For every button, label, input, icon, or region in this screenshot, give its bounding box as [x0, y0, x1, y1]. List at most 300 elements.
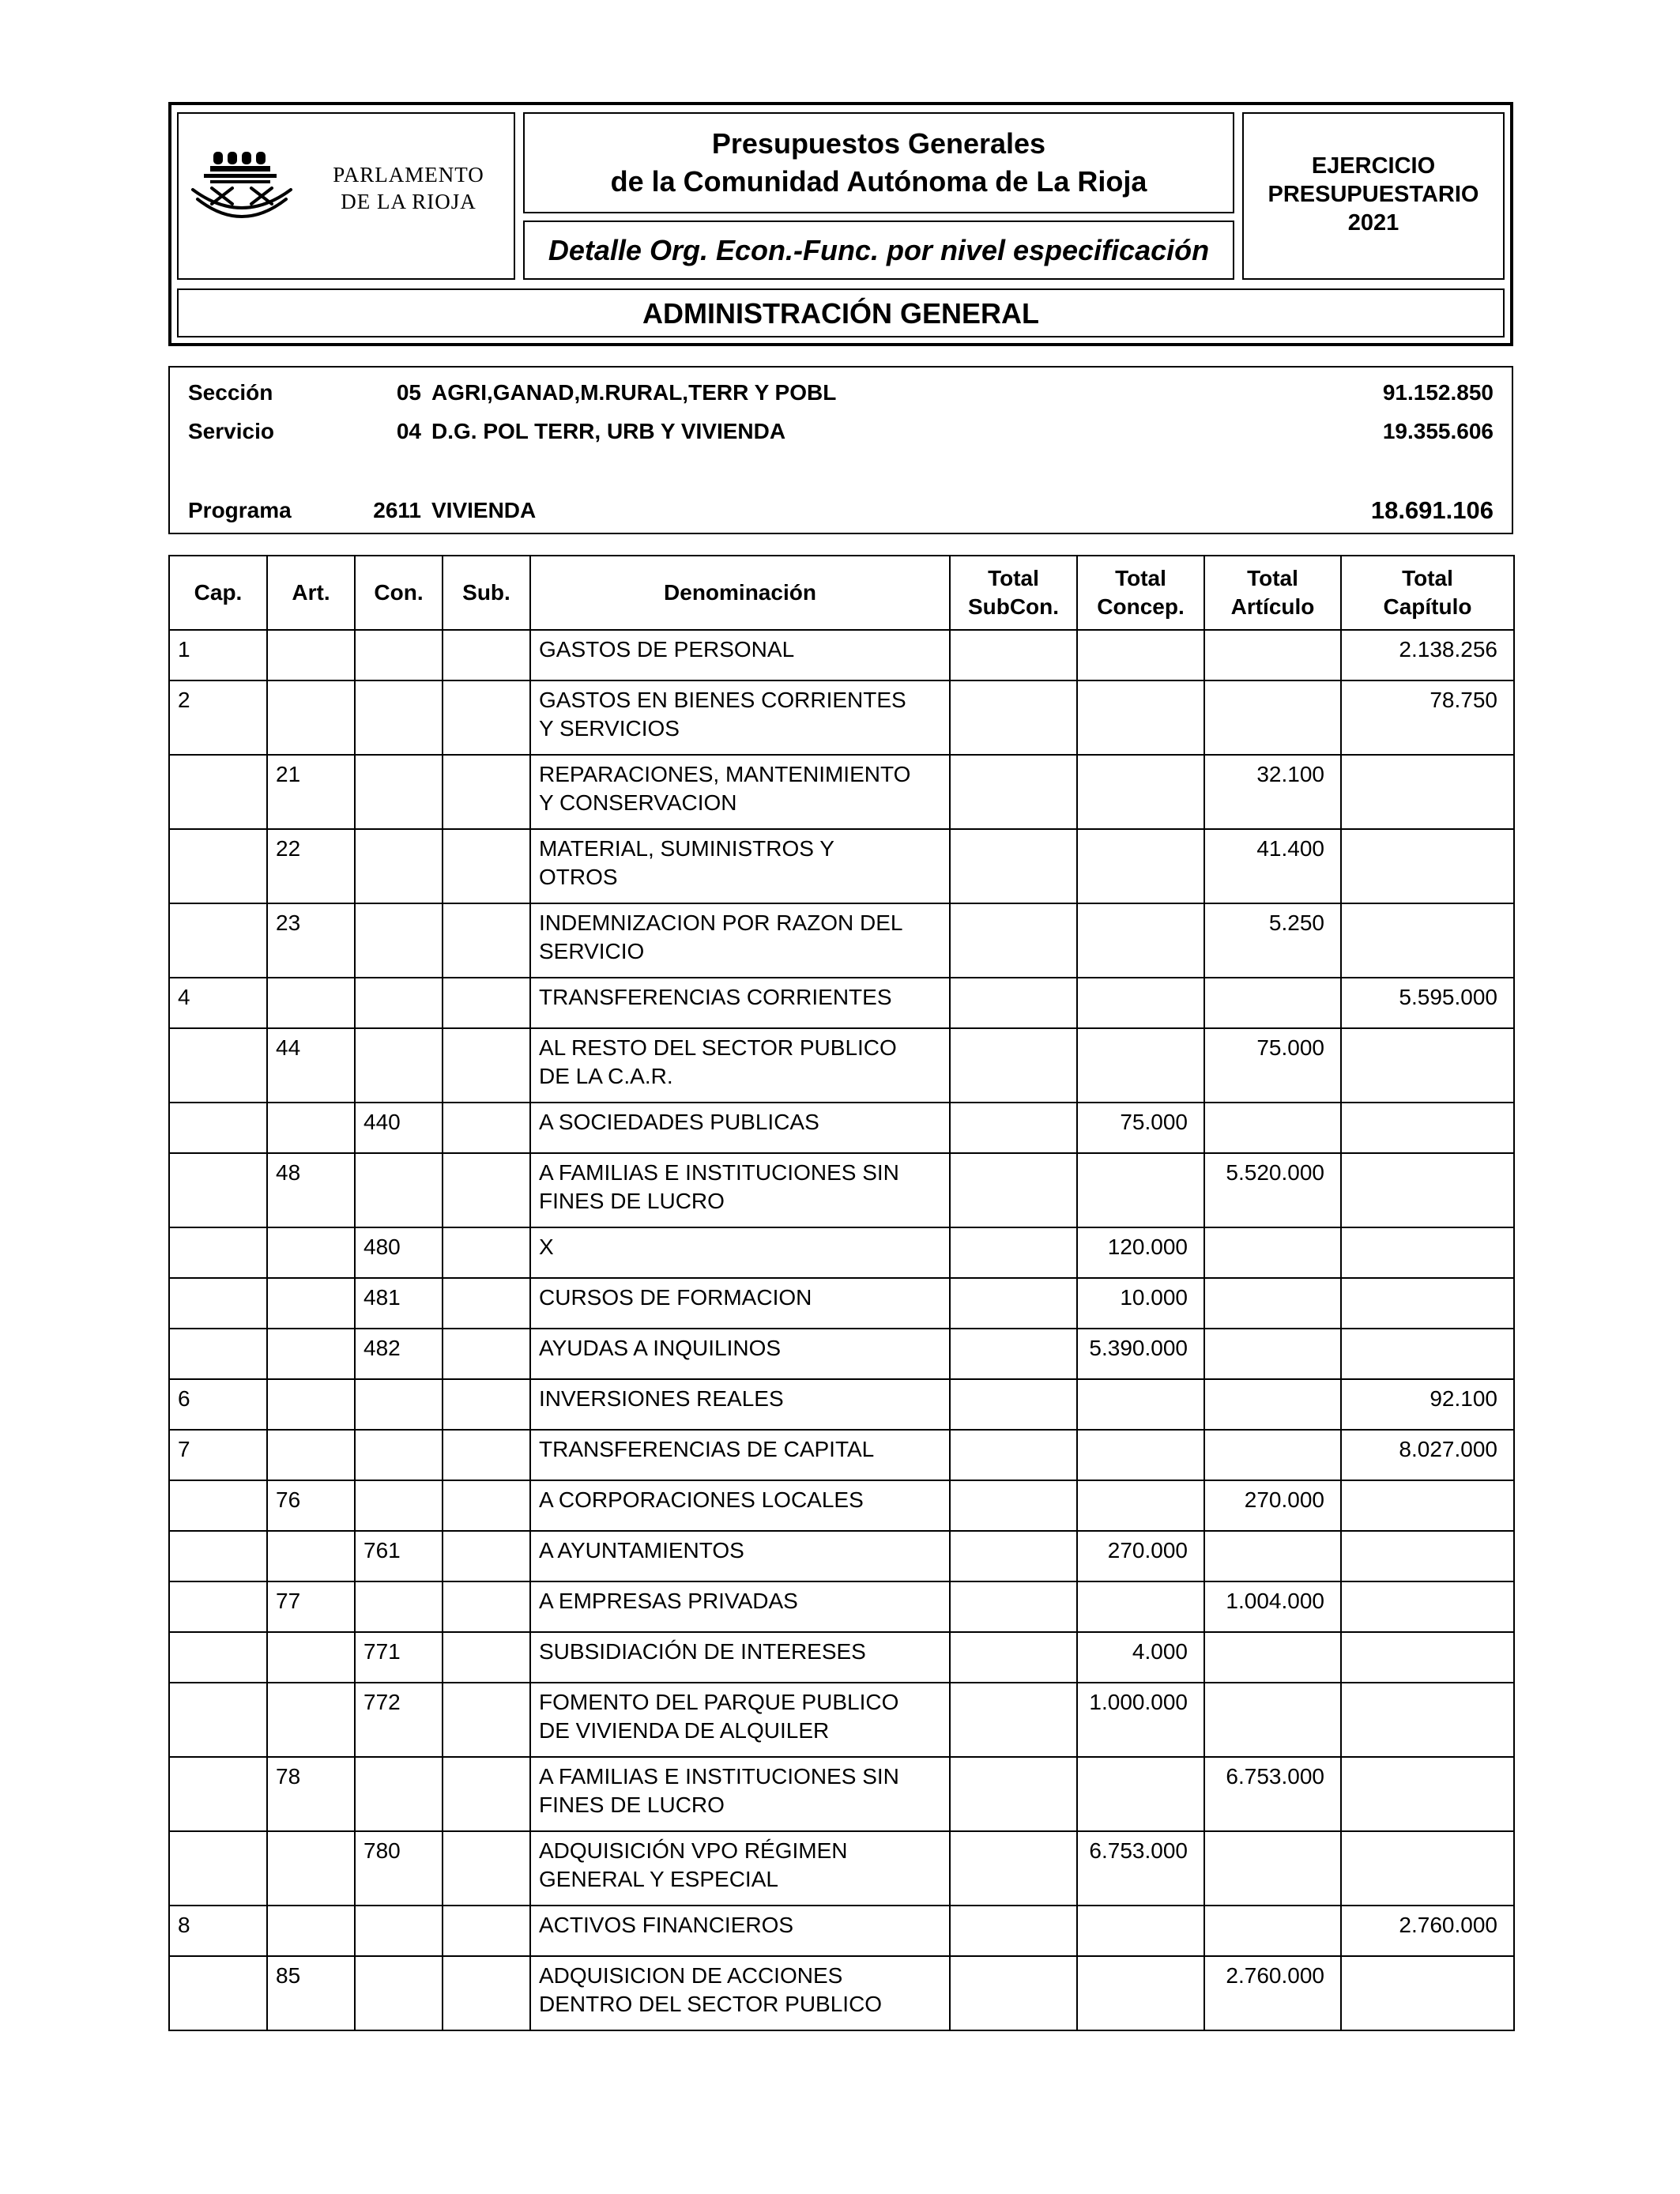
cell-total-articulo: [1204, 978, 1341, 1028]
cell-con: [355, 1379, 443, 1430]
cell-con: 772: [355, 1683, 443, 1757]
cell-total-concep: 5.390.000: [1077, 1329, 1204, 1379]
cell-sub: [443, 1430, 530, 1480]
cell-total-articulo: [1204, 1683, 1341, 1757]
cell-sub: [443, 1278, 530, 1329]
cell-total-concep: [1077, 903, 1204, 978]
table-header-row: [169, 556, 1514, 630]
cell-total-capitulo: 5.595.000: [1341, 978, 1514, 1028]
cell-total-concep: [1077, 1430, 1204, 1480]
cell-total-concep: 10.000: [1077, 1278, 1204, 1329]
cell-total-concep: 75.000: [1077, 1103, 1204, 1153]
cell-con: [355, 1028, 443, 1103]
header-line: SubCon.: [967, 594, 1060, 619]
cell-total-capitulo: [1341, 1028, 1514, 1103]
denominacion-line: TRANSFERENCIAS CORRIENTES: [539, 985, 892, 1009]
cell-sub: [443, 978, 530, 1028]
parliament-name: [310, 161, 507, 215]
info-row-servicio: [168, 416, 1513, 447]
table-row: [169, 1632, 1514, 1683]
table-row: [169, 755, 1514, 829]
cell-cap: 2: [169, 680, 267, 755]
budget-table-body: [169, 630, 1514, 2030]
cell-total-concep: [1077, 1956, 1204, 2030]
cell-sub: [443, 1153, 530, 1227]
denominacion-line: DE VIVIENDA DE ALQUILER: [539, 1718, 830, 1743]
cell-denominacion: [530, 903, 950, 978]
cell-cap: [169, 1581, 267, 1632]
cell-art: [267, 1906, 355, 1956]
cell-total-subcon: [950, 1278, 1077, 1329]
denominacion-line: SERVICIO: [539, 939, 645, 963]
cell-total-articulo: 270.000: [1204, 1480, 1341, 1531]
header-line: Capítulo: [1383, 594, 1472, 619]
cell-denominacion: [530, 1227, 950, 1278]
cell-cap: [169, 1153, 267, 1227]
cell-sub: [443, 1531, 530, 1581]
cell-con: 482: [355, 1329, 443, 1379]
cell-total-articulo: [1204, 1430, 1341, 1480]
cell-sub: [443, 1956, 530, 2030]
cell-art: 44: [267, 1028, 355, 1103]
denominacion-line: DE LA C.A.R.: [539, 1064, 673, 1088]
cell-con: [355, 1757, 443, 1831]
table-row: [169, 829, 1514, 903]
header-line: Artículo: [1230, 594, 1315, 619]
cell-total-concep: 120.000: [1077, 1227, 1204, 1278]
denominacion-line: SUBSIDIACIÓN DE INTERESES: [539, 1639, 866, 1664]
cell-cap: [169, 1683, 267, 1757]
cell-denominacion: [530, 829, 950, 903]
cell-sub: [443, 1757, 530, 1831]
cell-cap: [169, 755, 267, 829]
cell-total-capitulo: [1341, 755, 1514, 829]
cell-total-subcon: [950, 1906, 1077, 1956]
cell-art: [267, 1831, 355, 1906]
cell-denominacion: [530, 755, 950, 829]
denominacion-line: A FAMILIAS E INSTITUCIONES SIN: [539, 1160, 899, 1185]
cell-con: [355, 680, 443, 755]
denominacion-line: TRANSFERENCIAS DE CAPITAL: [539, 1437, 875, 1461]
cell-total-subcon: [950, 1683, 1077, 1757]
cell-con: 771: [355, 1632, 443, 1683]
table-row: [169, 680, 1514, 755]
denominacion-line: ADQUISICION DE ACCIONES: [539, 1963, 843, 1988]
fiscal-year: [1242, 152, 1505, 237]
cell-sub: [443, 1103, 530, 1153]
cell-total-articulo: 1.004.000: [1204, 1581, 1341, 1632]
table-row: [169, 1757, 1514, 1831]
cell-total-articulo: [1204, 1379, 1341, 1430]
col-header-cap: Cap.: [169, 556, 267, 630]
cell-total-concep: [1077, 755, 1204, 829]
cell-con: [355, 829, 443, 903]
denominacion-line: X: [539, 1235, 554, 1259]
cell-con: [355, 1906, 443, 1956]
denominacion-line: A SOCIEDADES PUBLICAS: [539, 1110, 819, 1134]
cell-con: 440: [355, 1103, 443, 1153]
cell-total-concep: 270.000: [1077, 1531, 1204, 1581]
table-row: [169, 978, 1514, 1028]
cell-con: [355, 1956, 443, 2030]
col-header-total-articulo: [1204, 556, 1341, 630]
denominacion-line: INVERSIONES REALES: [539, 1386, 784, 1411]
cell-art: 77: [267, 1581, 355, 1632]
table-row: [169, 1956, 1514, 2030]
info-row-seccion: [168, 377, 1513, 409]
table-row: [169, 1028, 1514, 1103]
info-code: 04: [396, 419, 421, 443]
cell-total-capitulo: [1341, 1531, 1514, 1581]
cell-total-capitulo: [1341, 1153, 1514, 1227]
cell-sub: [443, 1480, 530, 1531]
cell-art: [267, 1329, 355, 1379]
table-row: [169, 1103, 1514, 1153]
cell-art: [267, 1683, 355, 1757]
cell-total-subcon: [950, 1329, 1077, 1379]
cell-cap: [169, 1757, 267, 1831]
col-header-total-concep: [1077, 556, 1204, 630]
info-code: 05: [396, 380, 421, 405]
cell-total-articulo: [1204, 1632, 1341, 1683]
budget-table: [168, 555, 1515, 2031]
cell-denominacion: [530, 1632, 950, 1683]
table-row: [169, 1480, 1514, 1531]
cell-total-concep: [1077, 1581, 1204, 1632]
table-row: [169, 1581, 1514, 1632]
denominacion-line: AYUDAS A INQUILINOS: [539, 1336, 782, 1360]
cell-art: [267, 1531, 355, 1581]
administration-title: ADMINISTRACIÓN GENERAL: [642, 297, 1039, 330]
cell-con: [355, 755, 443, 829]
cell-total-concep: [1077, 829, 1204, 903]
cell-total-articulo: [1204, 1278, 1341, 1329]
denominacion-line: A CORPORACIONES LOCALES: [539, 1487, 864, 1512]
cell-art: [267, 1227, 355, 1278]
cell-total-articulo: 2.760.000: [1204, 1956, 1341, 2030]
cell-art: [267, 1430, 355, 1480]
cell-con: 480: [355, 1227, 443, 1278]
fiscal-year-value: 2021: [1347, 210, 1399, 236]
col-header-total-capitulo: [1341, 556, 1514, 630]
cell-art: 22: [267, 829, 355, 903]
denominacion-line: ADQUISICIÓN VPO RÉGIMEN: [539, 1838, 848, 1863]
cell-total-subcon: [950, 1757, 1077, 1831]
cell-cap: [169, 1831, 267, 1906]
cell-cap: [169, 1480, 267, 1531]
header-line: Total: [1115, 566, 1166, 590]
document-subtitle: Detalle Org. Econ.-Func. por nivel especificación: [548, 234, 1210, 266]
denominacion-line: DENTRO DEL SECTOR PUBLICO: [539, 1992, 883, 2016]
cell-total-concep: [1077, 1379, 1204, 1430]
denominacion-line: FOMENTO DEL PARQUE PUBLICO: [539, 1690, 899, 1714]
cell-con: 761: [355, 1531, 443, 1581]
cell-con: [355, 630, 443, 680]
denominacion-line: A EMPRESAS PRIVADAS: [539, 1589, 798, 1613]
cell-total-articulo: [1204, 1103, 1341, 1153]
cell-total-subcon: [950, 1227, 1077, 1278]
cell-total-subcon: [950, 1153, 1077, 1227]
denominacion-line: INDEMNIZACION POR RAZON DEL: [539, 910, 903, 935]
info-amount: 18.691.106: [1370, 496, 1494, 524]
cell-total-capitulo: [1341, 1329, 1514, 1379]
denominacion-line: REPARACIONES, MANTENIMIENTO: [539, 762, 911, 786]
col-header-total-subcon: [950, 556, 1077, 630]
cell-denominacion: [530, 1329, 950, 1379]
cell-sub: [443, 903, 530, 978]
cell-art: [267, 978, 355, 1028]
header-line: Concep.: [1097, 594, 1185, 619]
cell-sub: [443, 1683, 530, 1757]
cell-total-subcon: [950, 1831, 1077, 1906]
cell-art: [267, 1103, 355, 1153]
denominacion-line: AL RESTO DEL SECTOR PUBLICO: [539, 1035, 897, 1060]
cell-art: 21: [267, 755, 355, 829]
cell-total-concep: [1077, 978, 1204, 1028]
col-header-sub: Sub.: [443, 556, 530, 630]
table-row: [169, 1329, 1514, 1379]
cell-total-articulo: [1204, 630, 1341, 680]
cell-total-concep: [1077, 1153, 1204, 1227]
cell-denominacion: [530, 1430, 950, 1480]
info-name: D.G. POL TERR, URB Y VIVIENDA: [431, 419, 786, 443]
cell-total-articulo: [1204, 1227, 1341, 1278]
cell-denominacion: [530, 1153, 950, 1227]
col-header-con: Con.: [355, 556, 443, 630]
cell-sub: [443, 630, 530, 680]
cell-denominacion: [530, 680, 950, 755]
cell-total-subcon: [950, 755, 1077, 829]
cell-denominacion: [530, 1581, 950, 1632]
cell-cap: 6: [169, 1379, 267, 1430]
cell-total-articulo: 5.520.000: [1204, 1153, 1341, 1227]
cell-total-subcon: [950, 680, 1077, 755]
cell-total-capitulo: [1341, 1480, 1514, 1531]
cell-total-concep: [1077, 1906, 1204, 1956]
cell-total-concep: 4.000: [1077, 1632, 1204, 1683]
cell-total-capitulo: [1341, 1683, 1514, 1757]
cell-total-subcon: [950, 1956, 1077, 2030]
cell-cap: 1: [169, 630, 267, 680]
cell-con: [355, 1153, 443, 1227]
info-label: Sección: [188, 380, 273, 405]
cell-art: [267, 630, 355, 680]
cell-sub: [443, 1028, 530, 1103]
info-name: VIVIENDA: [431, 498, 537, 522]
cell-total-articulo: 6.753.000: [1204, 1757, 1341, 1831]
denominacion-line: A FAMILIAS E INSTITUCIONES SIN: [539, 1764, 899, 1789]
cell-total-subcon: [950, 1103, 1077, 1153]
cell-total-capitulo: [1341, 1632, 1514, 1683]
cell-total-articulo: 5.250: [1204, 903, 1341, 978]
document-title: [523, 125, 1234, 201]
denominacion-line: MATERIAL, SUMINISTROS Y: [539, 836, 834, 861]
cell-cap: [169, 1531, 267, 1581]
info-amount: 19.355.606: [1382, 419, 1494, 443]
cell-cap: 4: [169, 978, 267, 1028]
cell-total-capitulo: 8.027.000: [1341, 1430, 1514, 1480]
cell-sub: [443, 755, 530, 829]
info-amount: 91.152.850: [1382, 380, 1494, 405]
denominacion-line: FINES DE LUCRO: [539, 1189, 725, 1213]
info-label: Servicio: [188, 419, 274, 443]
info-row-programa: [168, 495, 1513, 526]
cell-total-subcon: [950, 829, 1077, 903]
cell-art: [267, 1632, 355, 1683]
cell-total-subcon: [950, 1581, 1077, 1632]
header-line: Total: [988, 566, 1039, 590]
cell-denominacion: [530, 630, 950, 680]
cell-art: 76: [267, 1480, 355, 1531]
cell-total-subcon: [950, 1430, 1077, 1480]
cell-cap: [169, 829, 267, 903]
cell-cap: [169, 1329, 267, 1379]
cell-total-subcon: [950, 630, 1077, 680]
cell-total-subcon: [950, 903, 1077, 978]
table-row: [169, 1278, 1514, 1329]
cell-con: [355, 1480, 443, 1531]
cell-denominacion: [530, 1531, 950, 1581]
title-line1: Presupuestos Generales: [711, 127, 1046, 160]
denominacion-line: GENERAL Y ESPECIAL: [539, 1867, 778, 1891]
cell-denominacion: [530, 1831, 950, 1906]
title-line2: de la Comunidad Autónoma de La Rioja: [610, 165, 1147, 198]
cell-denominacion: [530, 978, 950, 1028]
fiscal-year-line2: PRESUPUESTARIO: [1268, 182, 1479, 207]
col-header-art: Art.: [267, 556, 355, 630]
cell-total-capitulo: [1341, 1278, 1514, 1329]
cell-total-subcon: [950, 1028, 1077, 1103]
cell-art: 85: [267, 1956, 355, 2030]
cell-total-capitulo: 2.760.000: [1341, 1906, 1514, 1956]
cell-con: [355, 1581, 443, 1632]
table-row: [169, 1430, 1514, 1480]
cell-cap: [169, 1227, 267, 1278]
cell-con: 481: [355, 1278, 443, 1329]
cell-art: 78: [267, 1757, 355, 1831]
cell-total-capitulo: [1341, 1227, 1514, 1278]
info-label: Programa: [188, 498, 292, 522]
cell-denominacion: [530, 1683, 950, 1757]
cell-total-capitulo: [1341, 1831, 1514, 1906]
cell-total-subcon: [950, 1480, 1077, 1531]
cell-denominacion: [530, 1028, 950, 1103]
cell-cap: [169, 1956, 267, 2030]
cell-total-subcon: [950, 1531, 1077, 1581]
cell-art: [267, 680, 355, 755]
table-row: [169, 1227, 1514, 1278]
cell-sub: [443, 1379, 530, 1430]
cell-total-concep: [1077, 680, 1204, 755]
denominacion-line: A AYUNTAMIENTOS: [539, 1538, 744, 1563]
denominacion-line: CURSOS DE FORMACION: [539, 1285, 812, 1310]
cell-total-capitulo: [1341, 1581, 1514, 1632]
cell-total-articulo: [1204, 1906, 1341, 1956]
cell-cap: [169, 903, 267, 978]
header-line: Total: [1247, 566, 1298, 590]
table-row: [169, 1906, 1514, 1956]
denominacion-line: GASTOS EN BIENES CORRIENTES: [539, 688, 906, 712]
cell-denominacion: [530, 1480, 950, 1531]
cell-total-articulo: [1204, 1531, 1341, 1581]
parliament-name-line1: PARLAMENTO: [333, 163, 484, 187]
cell-cap: 7: [169, 1430, 267, 1480]
cell-sub: [443, 1632, 530, 1683]
cell-sub: [443, 1831, 530, 1906]
cell-sub: [443, 1581, 530, 1632]
cell-sub: [443, 680, 530, 755]
denominacion-line: FINES DE LUCRO: [539, 1793, 725, 1817]
cell-sub: [443, 1329, 530, 1379]
cell-total-subcon: [950, 978, 1077, 1028]
cell-total-articulo: [1204, 1329, 1341, 1379]
cell-total-subcon: [950, 1379, 1077, 1430]
cell-denominacion: [530, 1956, 950, 2030]
cell-con: [355, 1430, 443, 1480]
info-name: AGRI,GANAD,M.RURAL,TERR Y POBL: [431, 380, 837, 405]
cell-cap: [169, 1028, 267, 1103]
cell-con: [355, 903, 443, 978]
cell-sub: [443, 1906, 530, 1956]
table-row: [169, 1683, 1514, 1757]
cell-total-concep: 6.753.000: [1077, 1831, 1204, 1906]
col-header-denominacion: Denominación: [530, 556, 950, 630]
cell-total-concep: [1077, 1757, 1204, 1831]
cell-denominacion: [530, 1278, 950, 1329]
cell-total-capitulo: [1341, 1757, 1514, 1831]
cell-cap: [169, 1632, 267, 1683]
cell-total-capitulo: [1341, 829, 1514, 903]
cell-total-capitulo: 78.750: [1341, 680, 1514, 755]
cell-con: [355, 978, 443, 1028]
cell-sub: [443, 829, 530, 903]
cell-total-concep: [1077, 630, 1204, 680]
table-row: [169, 903, 1514, 978]
parliament-logo: [186, 141, 297, 236]
cell-cap: [169, 1103, 267, 1153]
cell-denominacion: [530, 1103, 950, 1153]
info-code: 2611: [373, 498, 421, 522]
cell-art: [267, 1278, 355, 1329]
denominacion-line: ACTIVOS FINANCIEROS: [539, 1913, 794, 1937]
cell-total-capitulo: [1341, 1956, 1514, 2030]
cell-total-articulo: 32.100: [1204, 755, 1341, 829]
cell-sub: [443, 1227, 530, 1278]
cell-total-articulo: 41.400: [1204, 829, 1341, 903]
table-row: [169, 1531, 1514, 1581]
cell-total-capitulo: 2.138.256: [1341, 630, 1514, 680]
cell-art: 48: [267, 1153, 355, 1227]
table-row: [169, 1831, 1514, 1906]
cell-art: [267, 1379, 355, 1430]
cell-con: 780: [355, 1831, 443, 1906]
fiscal-year-line1: EJERCICIO: [1311, 153, 1436, 179]
cell-total-capitulo: 92.100: [1341, 1379, 1514, 1430]
denominacion-line: OTROS: [539, 865, 618, 889]
denominacion-line: Y SERVICIOS: [539, 716, 680, 741]
cell-cap: [169, 1278, 267, 1329]
table-row: [169, 630, 1514, 680]
cell-denominacion: [530, 1379, 950, 1430]
header-line: Total: [1402, 566, 1453, 590]
cell-total-articulo: 75.000: [1204, 1028, 1341, 1103]
cell-total-articulo: [1204, 1831, 1341, 1906]
cell-total-subcon: [950, 1632, 1077, 1683]
table-row: [169, 1153, 1514, 1227]
cell-total-concep: [1077, 1028, 1204, 1103]
cell-denominacion: [530, 1906, 950, 1956]
cell-total-concep: 1.000.000: [1077, 1683, 1204, 1757]
